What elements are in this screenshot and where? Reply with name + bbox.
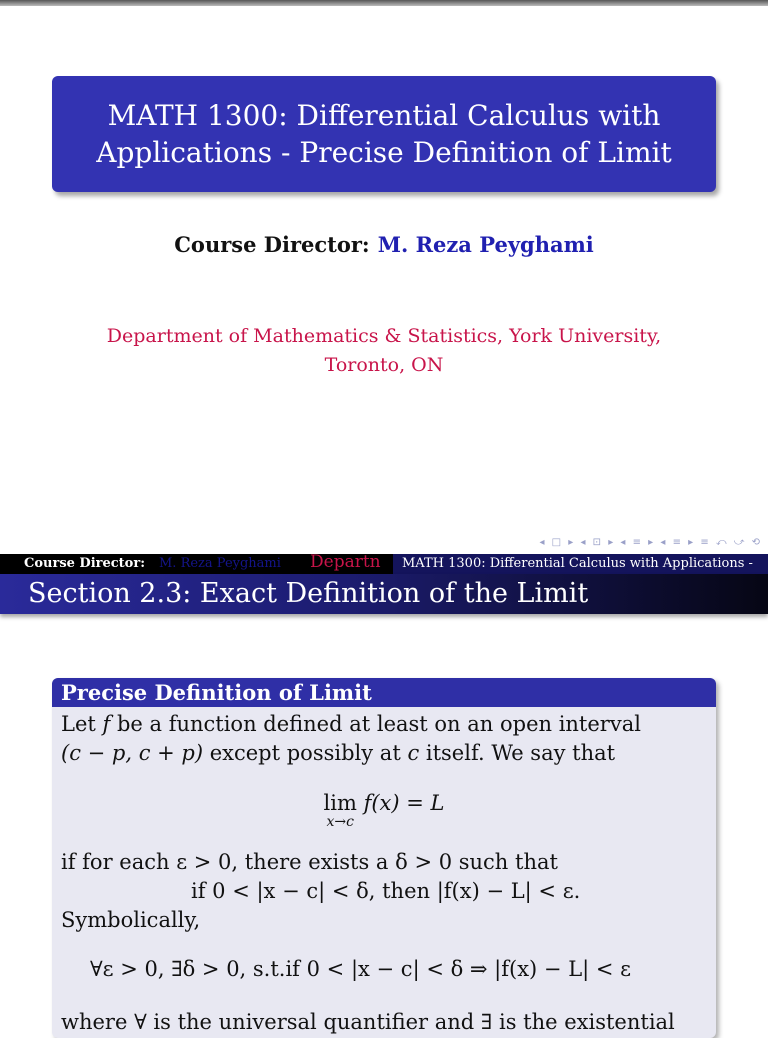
footer-director-name: M. Reza Peyghami <box>159 556 281 571</box>
department-line-2: Toronto, ON <box>324 354 444 376</box>
math-var: f <box>102 712 111 736</box>
title-line-2: Applications - Precise Definition of Limit <box>96 136 672 169</box>
footer-department: Departn <box>310 554 381 572</box>
beamer-navigation-icons[interactable]: ◂ □ ▸ ◂ ⊡ ▸ ◂ ≡ ▸ ◂ ≡ ▸ ≡ ⤺ ⤻ ⟲ <box>539 537 762 548</box>
text-segment: except possibly at <box>203 741 408 765</box>
definition-line-5: Symbolically, <box>61 908 201 932</box>
math-var: c <box>407 741 420 765</box>
footer-director-label: Course Director: <box>24 556 146 571</box>
definition-block <box>52 678 716 1038</box>
footer-bar <box>0 554 768 574</box>
title-line-1: MATH 1300: Differential Calculus with <box>107 99 661 132</box>
definition-line-3: if for each ε > 0, there exists a δ > 0 such that <box>61 850 558 874</box>
department <box>0 322 768 380</box>
math-interval: (c − p, c + p) <box>61 741 204 765</box>
lim-operator <box>324 791 357 829</box>
section-title: Section 2.3: Exact Definition of the Limit <box>0 574 768 614</box>
director-name: M. Reza Peyghami <box>377 232 594 257</box>
text-segment: Let <box>61 712 103 736</box>
definition-line-2 <box>61 741 615 765</box>
director-label: Course Director: <box>174 232 370 257</box>
lim-word: lim <box>323 791 357 815</box>
symbolic-statement: ∀ε > 0, ∃δ > 0, s.t.if 0 < |x − c| < δ ⇒ |f(x) − L| < ε <box>90 957 632 981</box>
top-border <box>0 0 768 6</box>
block-title: Precise Definition of Limit <box>52 678 716 707</box>
definition-line-last: where ∀ is the universal quantifier and ∃ is the existential <box>61 1010 675 1034</box>
definition-line-4: if 0 < |x − c| < δ, then |f(x) − L| < ε. <box>191 879 581 903</box>
lim-expression: f(x) = L <box>363 791 445 815</box>
title-box <box>52 76 716 192</box>
footer-course-title: MATH 1300: Differential Calculus with Applications - <box>393 554 768 574</box>
definition-line-1 <box>61 712 641 736</box>
course-director <box>0 232 768 257</box>
department-line-1: Department of Mathematics & Statistics, York University, <box>106 325 662 347</box>
lim-subscript: x→c <box>326 814 354 830</box>
limit-equation <box>52 791 716 829</box>
text-segment: be a function defined at least on an open interval <box>110 712 641 736</box>
text-segment: itself. We say that <box>419 741 616 765</box>
